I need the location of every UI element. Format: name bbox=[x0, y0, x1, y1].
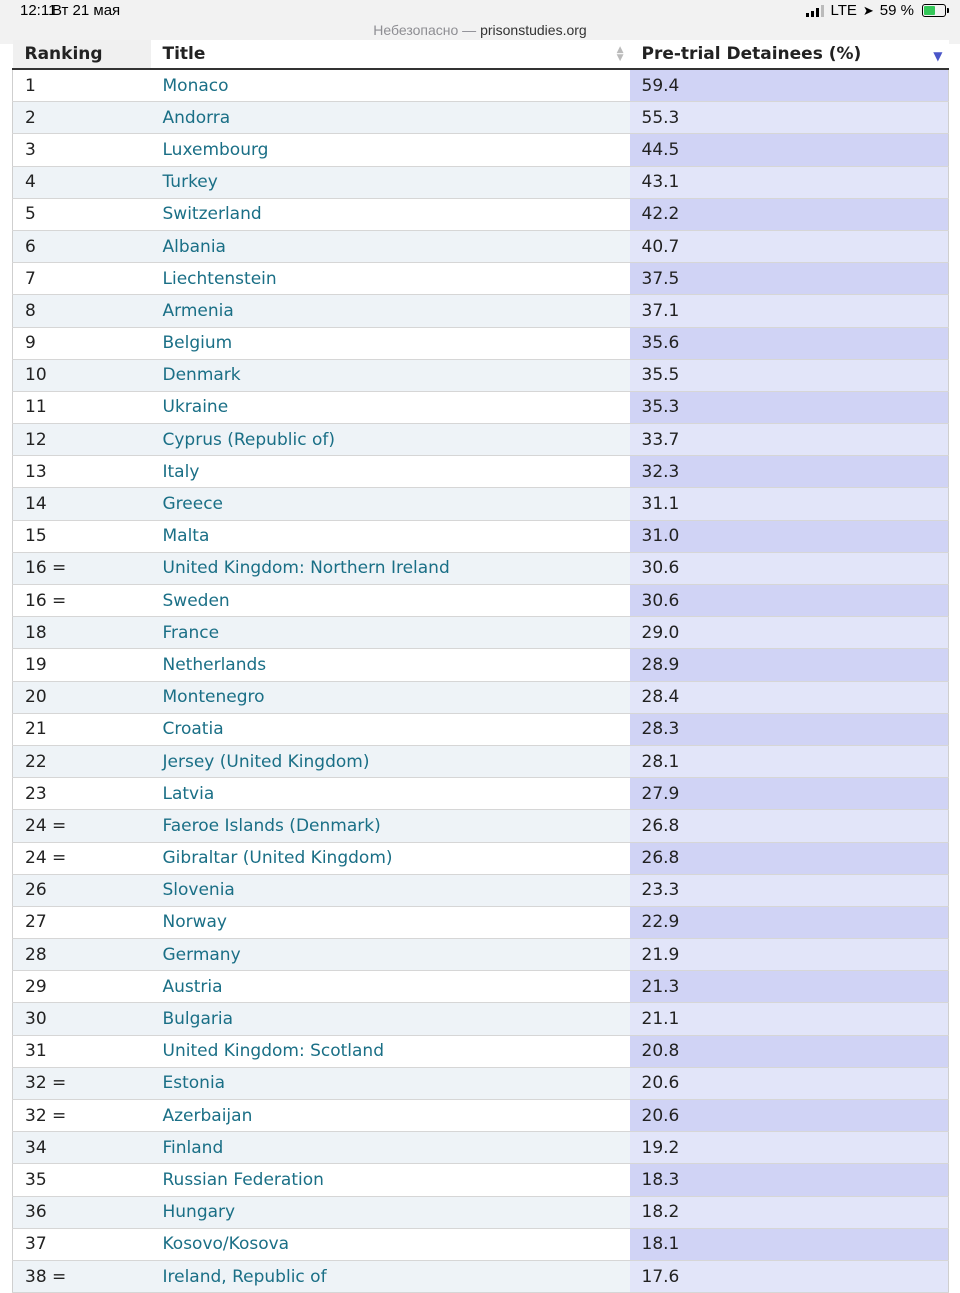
ranking-cell: 31 bbox=[13, 1035, 151, 1067]
country-link[interactable]: Liechtenstein bbox=[162, 268, 277, 289]
table-row bbox=[13, 1164, 949, 1196]
table-row bbox=[13, 1100, 949, 1132]
pretrial-value-cell: 28.9 bbox=[630, 649, 949, 681]
table-row bbox=[13, 681, 949, 713]
title-cell bbox=[151, 745, 630, 777]
title-cell bbox=[151, 359, 630, 391]
ranking-cell: 18 bbox=[13, 617, 151, 649]
table-row bbox=[13, 134, 949, 166]
title-cell bbox=[151, 617, 630, 649]
cellular-signal-icon bbox=[806, 5, 824, 17]
sort-descending-icon: ▼ bbox=[933, 49, 943, 63]
title-cell bbox=[151, 230, 630, 262]
network-type: LTE bbox=[830, 2, 857, 19]
ranking-cell: 6 bbox=[13, 230, 151, 262]
table-row bbox=[13, 102, 949, 134]
pretrial-value-cell: 22.9 bbox=[630, 906, 949, 938]
title-cell bbox=[151, 552, 630, 584]
country-link[interactable]: Germany bbox=[162, 944, 241, 965]
pretrial-value-cell: 21.3 bbox=[630, 971, 949, 1003]
table-row bbox=[13, 488, 949, 520]
ranking-cell: 36 bbox=[13, 1196, 151, 1228]
title-cell bbox=[151, 939, 630, 971]
pretrial-value-cell: 35.6 bbox=[630, 327, 949, 359]
pretrial-value-cell: 29.0 bbox=[630, 617, 949, 649]
table-row bbox=[13, 778, 949, 810]
country-link[interactable]: Cyprus (Republic of) bbox=[162, 429, 335, 450]
title-cell bbox=[151, 713, 630, 745]
ranking-cell: 4 bbox=[13, 166, 151, 198]
table-row bbox=[13, 585, 949, 617]
ranking-cell: 22 bbox=[13, 745, 151, 777]
pretrial-value-cell: 27.9 bbox=[630, 778, 949, 810]
location-arrow-icon: ➤ bbox=[862, 2, 874, 18]
ranking-cell: 11 bbox=[13, 391, 151, 423]
country-link[interactable]: Andorra bbox=[162, 107, 231, 128]
country-link[interactable]: Jersey (United Kingdom) bbox=[162, 751, 370, 772]
country-link[interactable]: Turkey bbox=[162, 172, 218, 193]
title-cell bbox=[151, 1100, 630, 1132]
pretrial-value-cell: 32.3 bbox=[630, 456, 949, 488]
pretrial-value-cell: 35.5 bbox=[630, 359, 949, 391]
table-row bbox=[13, 552, 949, 584]
pretrial-value-cell: 21.9 bbox=[630, 939, 949, 971]
ranking-cell: 3 bbox=[13, 134, 151, 166]
sort-both-icon: ▲ ▼ bbox=[616, 45, 624, 63]
table-row bbox=[13, 456, 949, 488]
ranking-cell: 12 bbox=[13, 424, 151, 456]
country-link[interactable]: Armenia bbox=[162, 300, 234, 321]
header-title[interactable] bbox=[151, 40, 630, 69]
table-row bbox=[13, 166, 949, 198]
header-pretrial[interactable] bbox=[630, 40, 949, 69]
pretrial-value-cell: 55.3 bbox=[630, 102, 949, 134]
country-link[interactable]: Belgium bbox=[162, 333, 233, 354]
country-link[interactable]: Hungary bbox=[162, 1202, 236, 1223]
ranking-cell: 15 bbox=[13, 520, 151, 552]
pretrial-value-cell: 28.3 bbox=[630, 713, 949, 745]
status-date: Вт 21 мая bbox=[52, 2, 121, 19]
title-cell bbox=[151, 134, 630, 166]
country-link[interactable]: France bbox=[162, 622, 220, 643]
status-indicators bbox=[806, 2, 946, 19]
pretrial-value-cell: 26.8 bbox=[630, 842, 949, 874]
title-cell bbox=[151, 1164, 630, 1196]
ranking-cell: 10 bbox=[13, 359, 151, 391]
title-cell bbox=[151, 585, 630, 617]
table-row bbox=[13, 327, 949, 359]
country-link[interactable]: Slovenia bbox=[162, 880, 235, 901]
country-link[interactable]: Albania bbox=[162, 236, 226, 257]
title-cell bbox=[151, 102, 630, 134]
ranking-cell: 24 = bbox=[13, 810, 151, 842]
ranking-cell: 21 bbox=[13, 713, 151, 745]
country-link[interactable]: Bulgaria bbox=[162, 1009, 233, 1030]
pretrial-value-cell: 30.6 bbox=[630, 552, 949, 584]
country-link[interactable]: Switzerland bbox=[162, 204, 262, 225]
title-cell bbox=[151, 1067, 630, 1099]
ranking-cell: 7 bbox=[13, 263, 151, 295]
pretrial-value-cell: 42.2 bbox=[630, 198, 949, 230]
ranking-cell: 32 = bbox=[13, 1067, 151, 1099]
title-cell bbox=[151, 488, 630, 520]
title-cell bbox=[151, 263, 630, 295]
ranking-cell: 13 bbox=[13, 456, 151, 488]
title-cell bbox=[151, 1196, 630, 1228]
title-cell bbox=[151, 198, 630, 230]
table-row bbox=[13, 617, 949, 649]
ranking-cell: 16 = bbox=[13, 552, 151, 584]
title-cell bbox=[151, 681, 630, 713]
table-row bbox=[13, 810, 949, 842]
table-body bbox=[13, 69, 949, 1293]
title-cell bbox=[151, 520, 630, 552]
ranking-cell: 32 = bbox=[13, 1100, 151, 1132]
table-row bbox=[13, 1260, 949, 1292]
ranking-cell: 28 bbox=[13, 939, 151, 971]
country-link[interactable]: Russian Federation bbox=[162, 1169, 324, 1190]
title-cell bbox=[151, 971, 630, 1003]
ranking-cell: 2 bbox=[13, 102, 151, 134]
title-cell bbox=[151, 1228, 630, 1260]
ranking-cell: 26 bbox=[13, 874, 151, 906]
title-cell bbox=[151, 1003, 630, 1035]
pretrial-value-cell: 35.3 bbox=[630, 391, 949, 423]
pretrial-value-cell: 18.1 bbox=[630, 1228, 949, 1260]
table-row bbox=[13, 69, 949, 102]
table-row bbox=[13, 391, 949, 423]
country-link[interactable]: Estonia bbox=[162, 1073, 226, 1094]
ranking-cell: 27 bbox=[13, 906, 151, 938]
title-cell bbox=[151, 391, 630, 423]
pretrial-value-cell: 44.5 bbox=[630, 134, 949, 166]
country-link[interactable]: Italy bbox=[162, 461, 200, 482]
status-bar bbox=[0, 0, 960, 44]
country-link[interactable]: Ireland, Republic of bbox=[162, 1266, 327, 1287]
title-cell bbox=[151, 327, 630, 359]
ranking-cell: 8 bbox=[13, 295, 151, 327]
pretrial-value-cell: 19.2 bbox=[630, 1132, 949, 1164]
country-link[interactable]: Finland bbox=[162, 1137, 224, 1158]
country-link[interactable]: Latvia bbox=[162, 783, 215, 804]
pretrial-value-cell: 20.6 bbox=[630, 1067, 949, 1099]
country-link[interactable]: Faeroe Islands (Denmark) bbox=[162, 815, 381, 836]
table-row bbox=[13, 198, 949, 230]
country-link[interactable]: Netherlands bbox=[162, 654, 267, 675]
ranking-cell: 29 bbox=[13, 971, 151, 1003]
title-cell bbox=[151, 1035, 630, 1067]
ranking-cell: 9 bbox=[13, 327, 151, 359]
country-link[interactable]: United Kingdom: Scotland bbox=[162, 1041, 384, 1062]
ranking-cell: 23 bbox=[13, 778, 151, 810]
pretrial-value-cell: 31.0 bbox=[630, 520, 949, 552]
table-row bbox=[13, 939, 949, 971]
header-ranking-label: Ranking bbox=[24, 44, 103, 64]
pretrial-value-cell: 59.4 bbox=[630, 69, 949, 102]
country-link[interactable]: Azerbaijan bbox=[162, 1105, 253, 1126]
ranking-cell: 20 bbox=[13, 681, 151, 713]
pretrial-value-cell: 43.1 bbox=[630, 166, 949, 198]
title-cell bbox=[151, 810, 630, 842]
ranking-cell: 34 bbox=[13, 1132, 151, 1164]
ranking-cell: 38 = bbox=[13, 1260, 151, 1292]
title-cell bbox=[151, 166, 630, 198]
country-link[interactable]: Denmark bbox=[162, 365, 241, 386]
pretrial-value-cell: 23.3 bbox=[630, 874, 949, 906]
battery-icon bbox=[922, 4, 946, 17]
pretrial-value-cell: 31.1 bbox=[630, 488, 949, 520]
ranking-cell: 19 bbox=[13, 649, 151, 681]
title-cell bbox=[151, 295, 630, 327]
title-cell bbox=[151, 456, 630, 488]
pretrial-value-cell: 18.2 bbox=[630, 1196, 949, 1228]
ranking-cell: 5 bbox=[13, 198, 151, 230]
pretrial-value-cell: 40.7 bbox=[630, 230, 949, 262]
country-link[interactable]: Croatia bbox=[162, 719, 224, 740]
table-header-row bbox=[13, 40, 949, 69]
country-link[interactable]: Malta bbox=[162, 526, 210, 547]
table-row bbox=[13, 713, 949, 745]
url-domain: prisonstudies.org bbox=[480, 22, 587, 38]
pretrial-value-cell: 17.6 bbox=[630, 1260, 949, 1292]
country-link[interactable]: Austria bbox=[162, 976, 223, 997]
table-row bbox=[13, 1003, 949, 1035]
table-row bbox=[13, 230, 949, 262]
table-row bbox=[13, 263, 949, 295]
ranking-cell: 24 = bbox=[13, 842, 151, 874]
country-link[interactable]: Ukraine bbox=[162, 397, 229, 418]
battery-fill bbox=[924, 6, 935, 15]
country-link[interactable]: Kosovo/Kosova bbox=[162, 1234, 290, 1255]
ranking-cell: 16 = bbox=[13, 585, 151, 617]
country-link[interactable]: Monaco bbox=[162, 75, 229, 96]
title-cell bbox=[151, 649, 630, 681]
pretrial-value-cell: 28.1 bbox=[630, 745, 949, 777]
title-cell bbox=[151, 778, 630, 810]
title-cell bbox=[151, 1260, 630, 1292]
table-row bbox=[13, 874, 949, 906]
pretrial-value-cell: 33.7 bbox=[630, 424, 949, 456]
ranking-table bbox=[12, 40, 949, 1293]
table-row bbox=[13, 1035, 949, 1067]
address-bar[interactable] bbox=[0, 22, 960, 38]
table-row bbox=[13, 295, 949, 327]
pretrial-value-cell: 21.1 bbox=[630, 1003, 949, 1035]
pretrial-value-cell: 30.6 bbox=[630, 585, 949, 617]
security-label: Небезопасно — bbox=[373, 22, 477, 38]
title-cell bbox=[151, 842, 630, 874]
pretrial-value-cell: 20.8 bbox=[630, 1035, 949, 1067]
header-title-label: Title bbox=[162, 44, 206, 64]
status-time: 12:11 bbox=[20, 2, 57, 19]
table-row bbox=[13, 1067, 949, 1099]
title-cell bbox=[151, 69, 630, 102]
ranking-cell: 30 bbox=[13, 1003, 151, 1035]
table-row bbox=[13, 1196, 949, 1228]
header-pretrial-label: Pre-trial Detainees (%) bbox=[641, 44, 862, 64]
country-link[interactable]: Sweden bbox=[162, 590, 230, 611]
table-row bbox=[13, 906, 949, 938]
table-row bbox=[13, 520, 949, 552]
pretrial-value-cell: 26.8 bbox=[630, 810, 949, 842]
table-row bbox=[13, 971, 949, 1003]
country-link[interactable]: Montenegro bbox=[162, 687, 265, 708]
table-row bbox=[13, 424, 949, 456]
table-row bbox=[13, 359, 949, 391]
country-link[interactable]: Gibraltar (United Kingdom) bbox=[162, 848, 393, 869]
battery-percent: 59 % bbox=[879, 2, 914, 19]
pretrial-value-cell: 37.5 bbox=[630, 263, 949, 295]
table-row bbox=[13, 842, 949, 874]
pretrial-value-cell: 20.6 bbox=[630, 1100, 949, 1132]
ranking-cell: 35 bbox=[13, 1164, 151, 1196]
table-row bbox=[13, 1132, 949, 1164]
title-cell bbox=[151, 906, 630, 938]
table-row bbox=[13, 649, 949, 681]
pretrial-value-cell: 37.1 bbox=[630, 295, 949, 327]
title-cell bbox=[151, 424, 630, 456]
country-link[interactable]: Luxembourg bbox=[162, 139, 269, 160]
ranking-cell: 37 bbox=[13, 1228, 151, 1260]
country-link[interactable]: United Kingdom: Northern Ireland bbox=[162, 558, 450, 579]
ranking-cell: 1 bbox=[13, 69, 151, 102]
pretrial-value-cell: 18.3 bbox=[630, 1164, 949, 1196]
pretrial-value-cell: 28.4 bbox=[630, 681, 949, 713]
table-row bbox=[13, 1228, 949, 1260]
table-row bbox=[13, 745, 949, 777]
header-ranking[interactable] bbox=[13, 40, 151, 69]
country-link[interactable]: Greece bbox=[162, 494, 224, 515]
title-cell bbox=[151, 874, 630, 906]
country-link[interactable]: Norway bbox=[162, 912, 227, 933]
ranking-cell: 14 bbox=[13, 488, 151, 520]
title-cell bbox=[151, 1132, 630, 1164]
